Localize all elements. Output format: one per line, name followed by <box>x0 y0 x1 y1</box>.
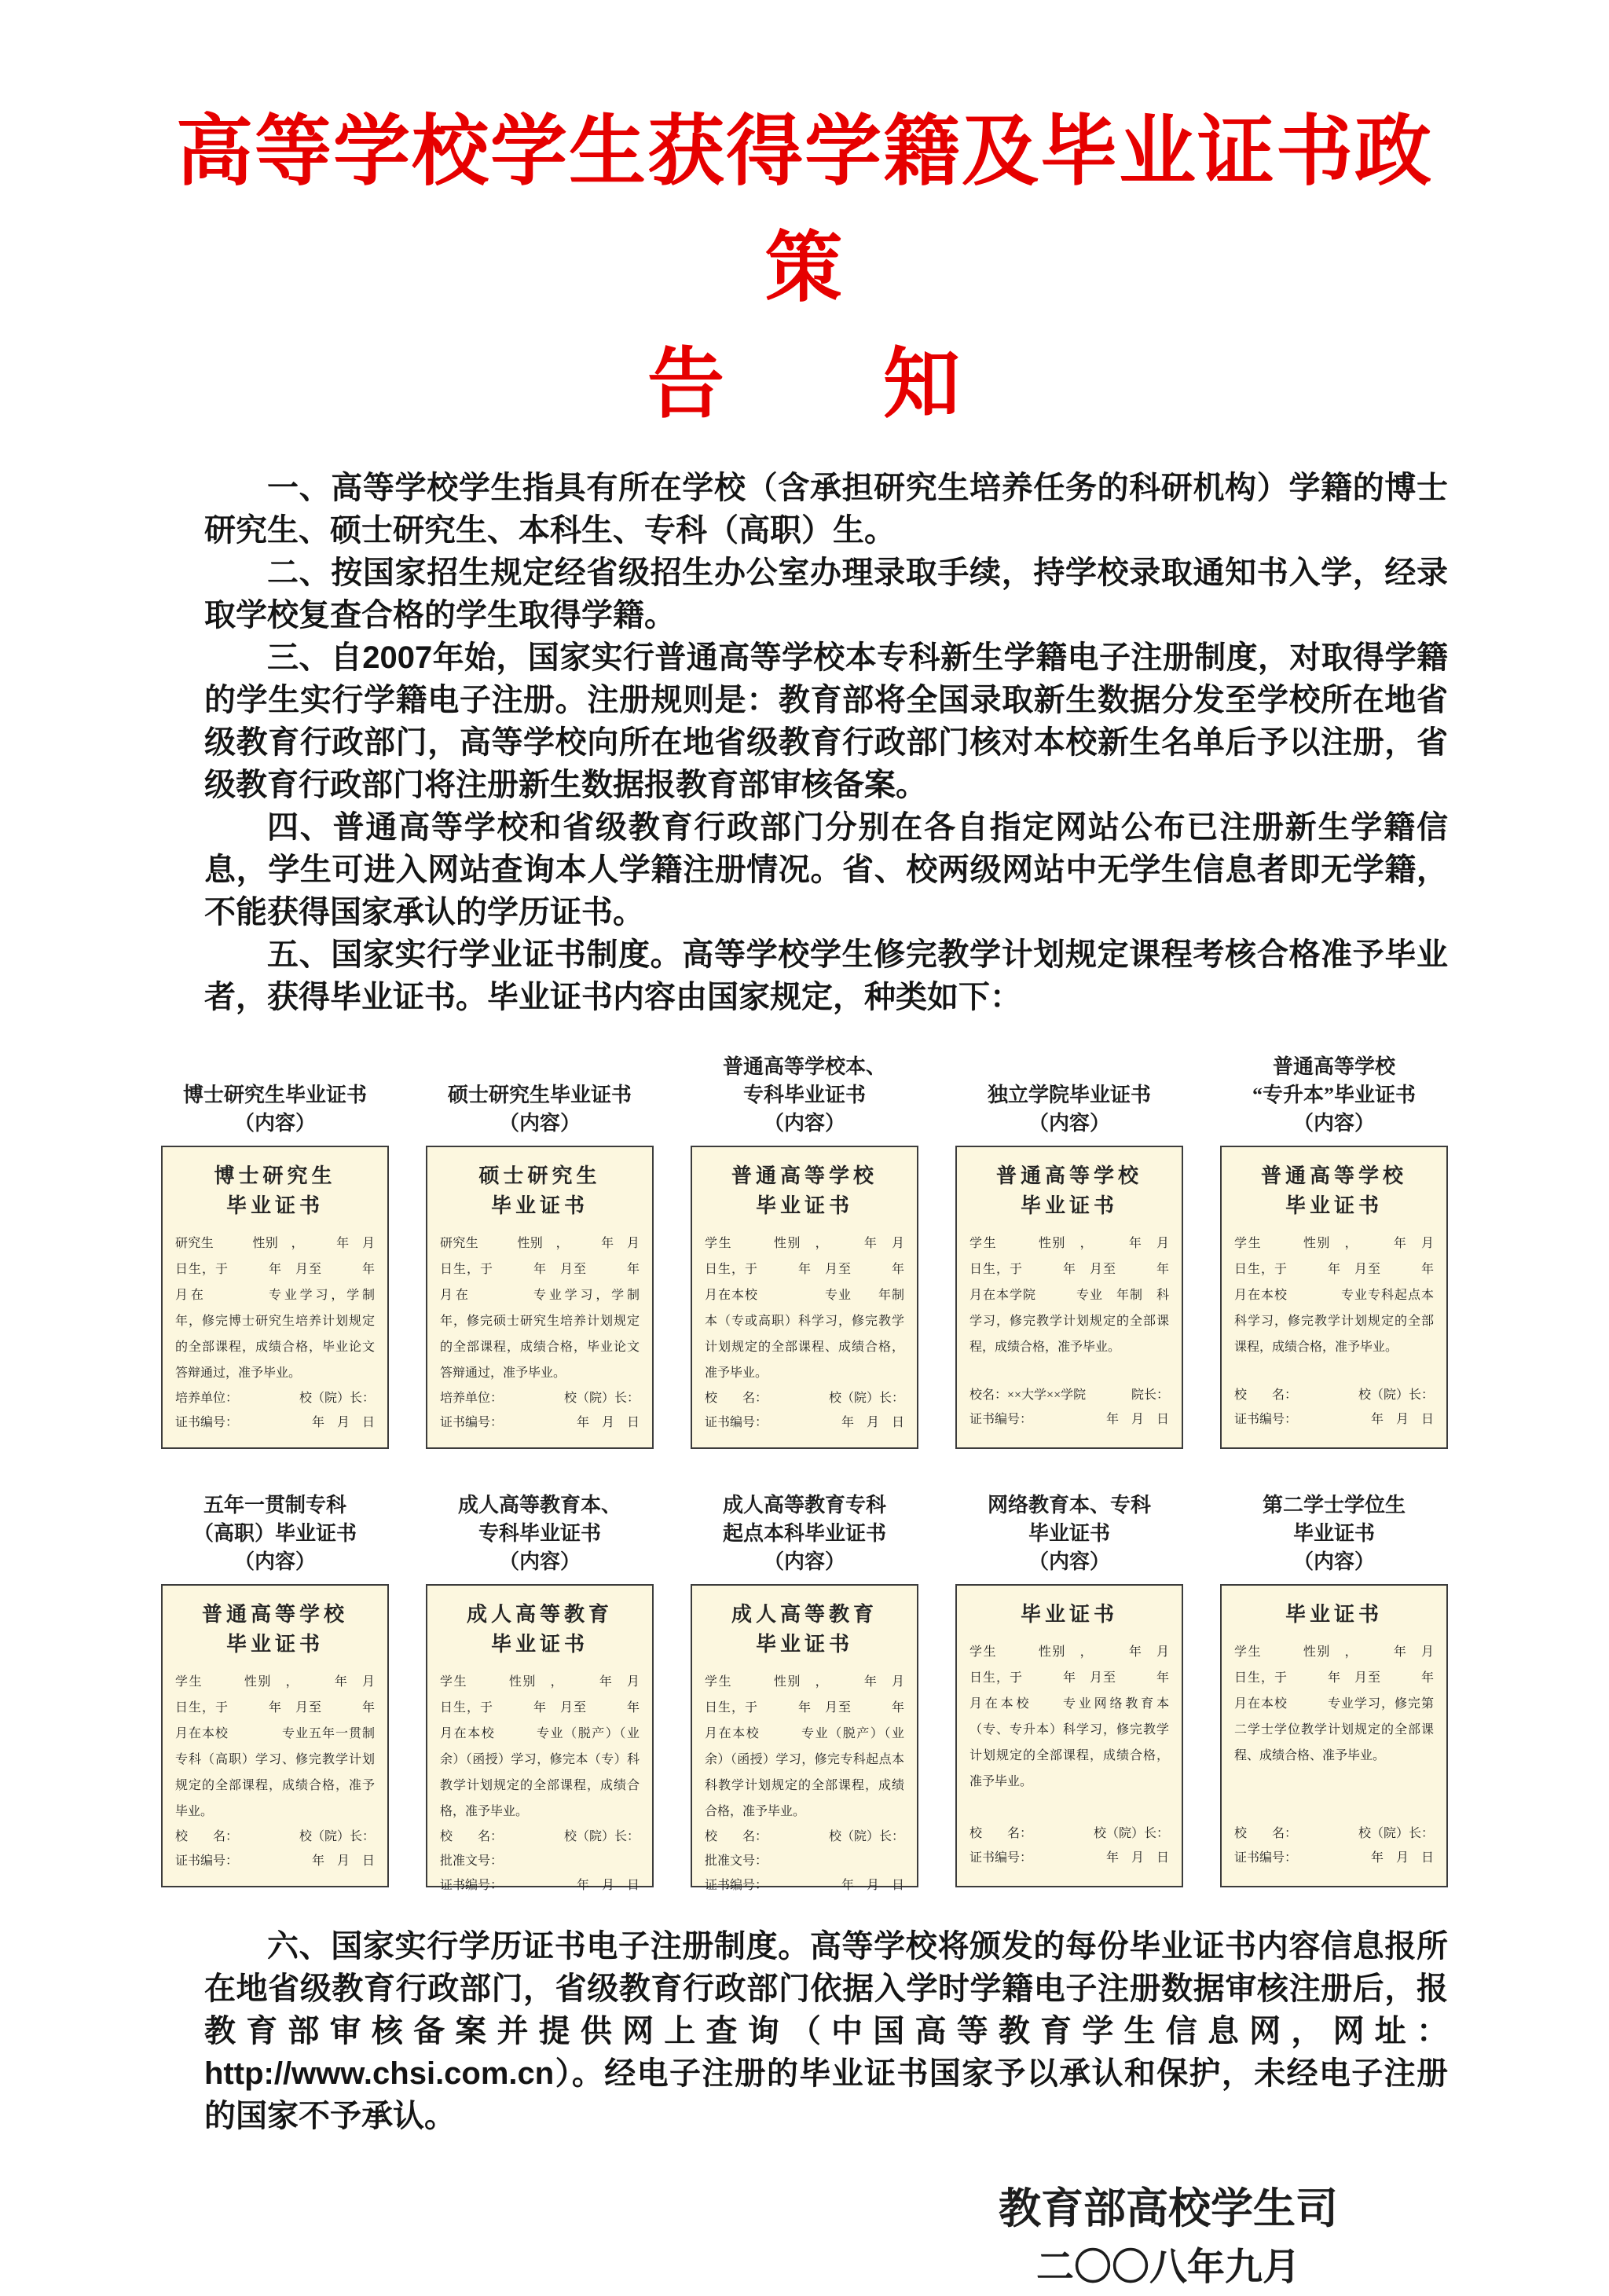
certificate-title-line: 毕业证书 <box>1020 1194 1118 1217</box>
footer-label-left: 批准文号： <box>440 1854 504 1868</box>
certificate-column-2 <box>426 1050 654 1449</box>
certificate-footer-row <box>1234 1407 1434 1432</box>
certificate-title <box>175 1600 375 1660</box>
certificate-title-line: 成人高等教育 <box>731 1603 878 1626</box>
footer-label-right: 年 月 日 <box>841 1416 904 1429</box>
certificate-caption-line: 网络教育本、专科 <box>987 1494 1151 1517</box>
certificate-card <box>955 1146 1183 1449</box>
certificate-caption-line: 毕业证书 <box>1292 1522 1375 1545</box>
certificate-caption <box>1220 1488 1448 1584</box>
certificate-column-10 <box>1220 1488 1448 1887</box>
policy-paragraph-5: 五、国家实行学业证书制度。高等学校学生修完教学计划规定课程考核合格准予毕业者，获得毕业证书。毕业证书内容由国家规定，种类如下： <box>204 937 1448 1014</box>
certificate-column-8 <box>691 1488 918 1892</box>
certificate-row-2 <box>161 1488 1448 1892</box>
certificate-caption-line: （内容） <box>233 1112 316 1135</box>
footer-label-right: 年 月 日 <box>841 1879 904 1892</box>
policy-paragraph-4: 四、普通高等学校和省级教育行政部门分别在各自指定网站公布已注册新生学籍信息，学生可进入网站查询本人学籍注册情况。省、校两级网站中无学生信息者即无学籍，不能获得国家承认的学历证书。 <box>204 810 1448 930</box>
certificate-footer <box>1234 1821 1434 1870</box>
footer-label-left: 校 名： <box>1234 1388 1298 1402</box>
certificate-footer <box>705 1386 904 1435</box>
certificate-title-line: 普通高等学校 <box>201 1603 348 1626</box>
certificate-card <box>161 1146 389 1449</box>
certificate-card <box>691 1146 918 1449</box>
signature-date: 二〇〇八年九月 <box>1035 2246 1300 2288</box>
certificate-column-5 <box>1220 1050 1448 1449</box>
certificate-caption <box>1220 1050 1448 1146</box>
footer-label-right: 年 月 日 <box>1105 1413 1169 1426</box>
certificate-caption <box>426 1050 654 1146</box>
certificate-title-line: 毕业证书 <box>490 1194 588 1217</box>
certificate-caption <box>691 1050 918 1146</box>
certificate-footer-row <box>705 1873 904 1898</box>
footer-label-left: 校 名： <box>175 1830 239 1843</box>
certificate-body-text: 学生 性别 ， 年 月 日生，于 年 月至 年 月在本学院 专业 年制 科学习，修完教学计划规定的全部课程，成绩合格，准予毕业。 <box>969 1237 1182 1354</box>
certificate-caption-line: （内容） <box>1028 1550 1110 1573</box>
footer-label-right: 院长： <box>1131 1388 1169 1402</box>
footer-label-left: 证书编号： <box>969 1851 1033 1865</box>
certificate-caption-line: （内容） <box>763 1550 845 1573</box>
certificate-title <box>1234 1600 1434 1630</box>
certificate-title <box>175 1161 375 1221</box>
certificate-caption-line: 普通高等学校 <box>1272 1055 1395 1078</box>
certificate-body-text: 学生 性别 ， 年 月 日生，于 年 月至 年 月在本校 专业网络教育本（专、专升本）科学习，修完教学计划规定的全部课程，成绩合格，准予毕业。 <box>969 1645 1182 1788</box>
page-title <box>161 94 1448 443</box>
certificate-title <box>705 1600 904 1660</box>
certificate-caption-line: （内容） <box>233 1550 316 1573</box>
certificate-caption-line: （内容） <box>498 1112 581 1135</box>
certificate-column-1 <box>161 1050 389 1449</box>
certificate-footer-row <box>440 1873 640 1898</box>
certificate-caption-line: 博士研究生毕业证书 <box>182 1084 367 1106</box>
title-line-1: 高等学校学生获得学籍及毕业证书政策 <box>175 110 1433 311</box>
certificate-card <box>426 1146 654 1449</box>
footer-label-right: 校（院）长： <box>563 1392 640 1405</box>
certificate-title-line: 毕业证书 <box>1020 1603 1118 1626</box>
signature-block <box>917 2178 1420 2296</box>
footer-label-left: 批准文号： <box>705 1854 768 1868</box>
certificate-caption-line: 第二学士学位生 <box>1262 1494 1406 1517</box>
certificate-footer <box>175 1386 375 1435</box>
certificate-body-text: 研究生 性别 ， 年 月 日生，于 年 月至 年 月在 专业学习，学制 年，修完硕士研究生培养计划规定的全部课程，成绩合格，毕业论文答辩通过，准予毕业。 <box>440 1237 653 1380</box>
certificate-footer-row <box>1234 1383 1434 1407</box>
certificate-samples-section <box>161 1050 1448 1892</box>
certificate-card <box>426 1584 654 1892</box>
certificate-footer-row <box>969 1407 1169 1432</box>
certificate-title-line: 毕业证书 <box>755 1633 853 1656</box>
certificate-column-7 <box>426 1488 654 1892</box>
certificate-card <box>691 1584 918 1892</box>
certificate-footer <box>440 1825 640 1898</box>
footer-label-left: 培养单位： <box>175 1392 239 1405</box>
certificate-caption-line: 专科毕业证书 <box>742 1084 866 1106</box>
footer-label-left: 证书编号： <box>1234 1851 1298 1865</box>
certificate-footer <box>969 1821 1169 1870</box>
certificate-caption-line: （内容） <box>1292 1550 1375 1573</box>
certificate-footer <box>1234 1383 1434 1432</box>
certificate-title-line: 成人高等教育 <box>466 1603 613 1626</box>
footer-label-right: 校（院）长： <box>1358 1388 1434 1402</box>
footer-label-right: 年 月 日 <box>576 1416 640 1429</box>
certificate-body-text: 学生 性别 ， 年 月 日生，于 年 月至 年 月在本校 专业学习，修完第二学士学位教学计划规定的全部课程、成绩合格、准予毕业。 <box>1234 1645 1447 1762</box>
footer-label-right: 校（院）长： <box>299 1830 375 1843</box>
certificate-caption-line: （内容） <box>763 1112 845 1135</box>
footer-label-right: 校（院）长： <box>563 1830 640 1843</box>
certificate-footer-row <box>440 1825 640 1849</box>
certificate-footer-row <box>440 1386 640 1410</box>
certificate-footer <box>440 1386 640 1435</box>
footer-label-right: 年 月 日 <box>311 1416 375 1429</box>
certificate-column-3 <box>691 1050 918 1449</box>
certificate-footer-row <box>969 1383 1169 1407</box>
certificate-caption-line: 起点本科毕业证书 <box>722 1522 886 1545</box>
certificate-body-text: 学生 性别 ， 年 月 日生，于 年 月至 年 月在本校 专业（脱产）（业余）（函授）学习，修完专科起点本科教学计划规定的全部课程，成绩合格，准予毕业。 <box>705 1675 918 1818</box>
certificate-title <box>969 1161 1169 1221</box>
certificate-footer-row <box>969 1846 1169 1870</box>
certificate-caption-line: 五年一贯制专科 <box>203 1494 346 1517</box>
certificate-caption-line: （内容） <box>498 1550 581 1573</box>
certificate-footer-row <box>705 1849 904 1873</box>
certificate-card <box>161 1584 389 1887</box>
footer-label-left: 证书编号： <box>175 1854 239 1868</box>
closing-paragraph: 六、国家实行学历证书电子注册制度。高等学校将颁发的每份毕业证书内容信息报所在地省级教育行政部门，省级教育行政部门依据入学时学籍电子注册数据审核注册后，报教育部审核备案并提供网上查询（中国高等教育学生信息网，网址：http://www.chsi.com.cn）。经电子注册的毕业证书国家予以承认和保护，未经电子注册的国家不予承认。 <box>204 1929 1448 2133</box>
policy-paragraph-2: 二、按国家招生规定经省级招生办公室办理录取手续，持学校录取通知书入学，经录取学校复查合格的学生取得学籍。 <box>204 556 1448 633</box>
certificate-title-line: 毕业证书 <box>490 1633 588 1656</box>
certificate-body-text: 学生 性别 ， 年 月 日生，于 年 月至 年 月在本校 专业五年一贯制专科（高职）学习、修完教学计划规定的全部课程，成绩合格，准予毕业。 <box>175 1675 388 1818</box>
footer-label-left: 校 名： <box>1234 1827 1298 1840</box>
certificate-footer-row <box>705 1386 904 1410</box>
certificate-caption-line: 独立学院毕业证书 <box>987 1084 1151 1106</box>
certificate-caption-line: 专科毕业证书 <box>478 1522 601 1545</box>
certificate-caption-line: 毕业证书 <box>1028 1522 1110 1545</box>
certificate-caption-line: （内容） <box>1028 1112 1110 1135</box>
certificate-footer-row <box>175 1849 375 1873</box>
footer-label-right: 年 月 日 <box>1370 1851 1434 1865</box>
certificate-title-line: 硕士研究生 <box>478 1165 601 1187</box>
footer-label-left: 证书编号： <box>175 1416 239 1429</box>
certificate-footer <box>969 1383 1169 1432</box>
footer-label-right: 校（院）长： <box>1093 1827 1169 1840</box>
certificate-title-line: 毕业证书 <box>1285 1194 1383 1217</box>
certificate-caption <box>161 1050 389 1146</box>
certificate-body-text: 研究生 性别 ， 年 月 日生，于 年 月至 年 月在 专业学习，学制 年，修完博士研究生培养计划规定的全部课程，成绩合格，毕业论文答辩通过，准予毕业。 <box>175 1237 388 1380</box>
footer-label-right: 年 月 日 <box>576 1879 640 1892</box>
certificate-column-6 <box>161 1488 389 1887</box>
certificate-title-line: 毕业证书 <box>1285 1603 1383 1626</box>
certificate-footer-row <box>175 1386 375 1410</box>
footer-label-left: 校 名： <box>705 1392 768 1405</box>
closing-paragraph-block <box>161 1925 1448 2137</box>
footer-label-left: 校 名： <box>969 1827 1033 1840</box>
footer-label-left: 证书编号： <box>1234 1413 1298 1426</box>
footer-label-left: 证书编号： <box>705 1879 768 1892</box>
certificate-caption <box>161 1488 389 1584</box>
certificate-caption-line: 硕士研究生毕业证书 <box>447 1084 632 1106</box>
certificate-footer-row <box>1234 1846 1434 1870</box>
certificate-caption-line: （内容） <box>1292 1112 1375 1135</box>
certificate-card <box>1220 1584 1448 1887</box>
certificate-title-line: 毕业证书 <box>225 1194 324 1217</box>
certificate-title-line: 毕业证书 <box>225 1633 324 1656</box>
certificate-card <box>955 1584 1183 1887</box>
footer-label-right: 校（院）长： <box>828 1392 904 1405</box>
certificate-body-text: 学生 性别 ， 年 月 日生，于 年 月至 年 月在本校 专业专科起点本科学习，修完教学计划规定的全部课程，成绩合格，准予毕业。 <box>1234 1237 1447 1354</box>
footer-label-right: 校（院）长： <box>1358 1827 1434 1840</box>
policy-paragraph-3: 三、自2007年始，国家实行普通高等学校本专科新生学籍电子注册制度，对取得学籍的学生实行学籍电子注册。注册规则是：教育部将全国录取新生数据分发至学校所在地省级教育行政部门，高等学校向所在地省级教育行政部门核对本校新生名单后予以注册，省级教育行政部门将注册新生数据报教育部审核备案。 <box>204 640 1448 802</box>
certificate-card <box>1220 1146 1448 1449</box>
certificate-title <box>440 1600 640 1660</box>
certificate-title-line: 博士研究生 <box>214 1165 336 1187</box>
certificate-title <box>1234 1161 1434 1221</box>
certificate-title-line: 普通高等学校 <box>995 1165 1142 1187</box>
certificate-caption <box>691 1488 918 1584</box>
certificate-body-text: 学生 性别 ， 年 月 日生，于 年 月至 年 月在本校 专业 年制本（专或高职）科学习，修完教学计划规定的全部课程、成绩合格，准予毕业。 <box>705 1237 918 1380</box>
certificate-footer-row <box>175 1410 375 1435</box>
certificate-column-4 <box>955 1050 1183 1449</box>
footer-label-left: 培养单位： <box>440 1392 504 1405</box>
certificate-caption-line: 普通高等学校本、 <box>722 1055 886 1078</box>
footer-label-left: 证书编号： <box>440 1416 504 1429</box>
footer-label-left: 校 名： <box>440 1830 504 1843</box>
footer-label-right: 年 月 日 <box>311 1854 375 1868</box>
footer-label-left: 证书编号： <box>440 1879 504 1892</box>
certificate-title <box>705 1161 904 1221</box>
certificate-row-1 <box>161 1050 1448 1449</box>
footer-label-right: 年 月 日 <box>1105 1851 1169 1865</box>
footer-label-left: 证书编号： <box>705 1416 768 1429</box>
certificate-caption <box>955 1050 1183 1146</box>
footer-label-left: 证书编号： <box>969 1413 1033 1426</box>
certificate-title-line: 普通高等学校 <box>731 1165 878 1187</box>
footer-label-left: 校 名： <box>705 1830 768 1843</box>
policy-paragraph-1: 一、高等学校学生指具有所在学校（含承担研究生培养任务的科研机构）学籍的博士研究生、硕士研究生、本科生、专科（高职）生。 <box>204 471 1448 548</box>
footer-label-right: 校（院）长： <box>299 1392 375 1405</box>
certificate-body-text: 学生 性别 ， 年 月 日生，于 年 月至 年 月在本校 专业（脱产）（业余）（函授）学习，修完本（专）科教学计划规定的全部课程，成绩合格，准予毕业。 <box>440 1675 653 1818</box>
certificate-caption-line: 成人高等教育本、 <box>457 1494 621 1517</box>
certificate-caption-line: （高职）毕业证书 <box>192 1522 357 1545</box>
certificate-footer-row <box>1234 1821 1434 1846</box>
signature-issuer: 教育部高校学生司 <box>999 2185 1338 2232</box>
certificate-caption <box>426 1488 654 1584</box>
certificate-footer-row <box>440 1849 640 1873</box>
footer-label-right: 校（院）长： <box>828 1830 904 1843</box>
certificate-title-line: 普通高等学校 <box>1260 1165 1407 1187</box>
certificate-caption-line: “专升本”毕业证书 <box>1252 1084 1416 1106</box>
certificate-caption <box>955 1488 1183 1584</box>
certificate-footer-row <box>705 1410 904 1435</box>
certificate-title <box>969 1600 1169 1630</box>
certificate-footer-row <box>440 1410 640 1435</box>
footer-label-right: 年 月 日 <box>1370 1413 1434 1426</box>
certificate-footer <box>175 1825 375 1873</box>
certificate-caption-line: 成人高等教育专科 <box>722 1494 886 1517</box>
certificate-title-line: 毕业证书 <box>755 1194 853 1217</box>
title-line-2: 告 知 <box>647 343 962 427</box>
certificate-footer-row <box>705 1825 904 1849</box>
certificate-footer-row <box>175 1825 375 1849</box>
certificate-footer <box>705 1825 904 1898</box>
certificate-title <box>440 1161 640 1221</box>
certificate-column-9 <box>955 1488 1183 1887</box>
certificate-footer-row <box>969 1821 1169 1846</box>
footer-label-left: 校名：××大学××学院 <box>969 1388 1087 1402</box>
policy-paragraphs <box>161 467 1448 1018</box>
